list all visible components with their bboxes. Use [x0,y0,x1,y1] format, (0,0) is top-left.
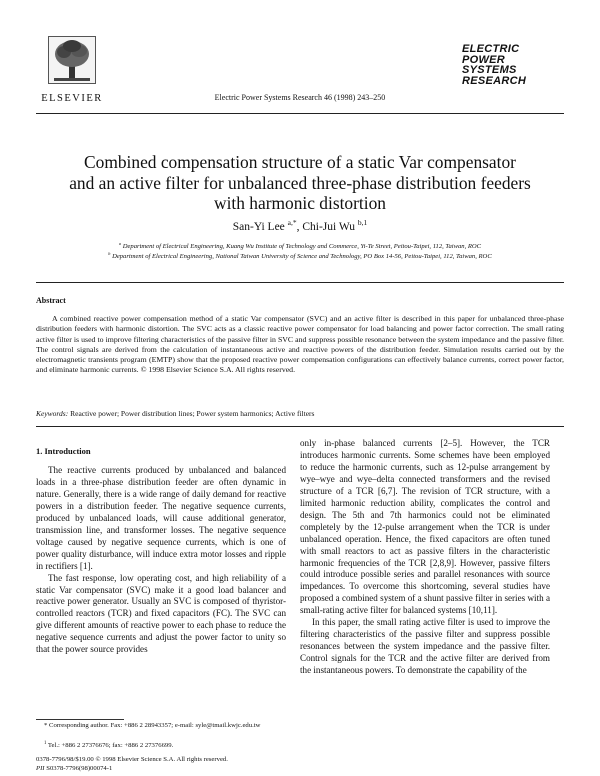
affiliation-mark: b [108,251,111,256]
journal-reference: Electric Power Systems Research 46 (1998) 243–250 [214,93,386,102]
affiliation [20,251,580,260]
author-affiliation-mark: b,1 [357,218,368,227]
journal-logo-line: POWER [462,53,506,66]
body-paragraph: The reactive currents produced by unbalanced and balanced loads in a three-phase distribution feeder are often dynamic in nature. Generally, there is a wide range of daily demand for reactive powers in a distribution feeder. The negative sequence currents, produced by unbalanced loads, will cause additional generator, transmission line, and transformer losses. The negative sequence voltage caused by negative sequence currents, which is one of power quality disturbance, will induce extra motor losses and ripple in rectifiers [1]. [36,465,286,571]
pii-label: PII [36,765,45,772]
affiliation-text: Department of Electrical Engineering, National Taiwan University of Science and Technology, PO Box 14-56, Peitou-Taipei, 112, Taiwan, ROC [112,253,492,261]
author-name: Chi-Jui Wu [302,220,356,233]
left-column [36,465,286,656]
title-line: and an active filter for unbalanced three-phase distribution feeders [69,172,531,193]
body-paragraph: In this paper, the small rating active filter is used to improve the filtering characteristics of the passive filter and suppress possible resonances between the system impedance and the passive filter. Control signals for the TCR and the active filter are derived from the instantaneous powers. To demonstrate the capability of the [300,617,550,676]
affiliation-text: Department of Electrical Engineering, Kuang Wu Institute of Technology and Commerce, Yi-Te Street, Peitou-Taipei, 112, Taiwan, ROC [122,243,482,251]
author-list [0,218,600,233]
affiliation-mark: a [118,241,122,246]
author-name: San-Yi Lee [232,220,285,233]
footnote-text: * Corresponding author. Fax: +886 2 28943357; e-mail: syle@tmail.kwjc.edu.tw [44,722,261,729]
journal-logo [462,44,540,86]
keywords-label: Keywords: [36,409,69,418]
copyright-line: 0378-7796/98/$19.00 © 1998 Elsevier Science S.A. All rights reserved. [36,756,228,763]
journal-logo-line: SYSTEMS [462,64,517,76]
abstract-bottom-rule [36,426,564,427]
journal-logo-line: ELECTRIC [462,43,520,55]
paper-title [36,152,564,214]
keywords [36,409,314,418]
abstract-top-rule [36,282,564,283]
title-line: with harmonic distortion [214,193,386,213]
affiliation [20,241,580,250]
section-heading: 1. Introduction [36,446,91,456]
abstract-heading: Abstract [36,296,66,305]
pii-line [36,765,112,772]
title-line: Combined compensation structure of a static Var compensator [84,152,516,172]
footnote-text: Tel.: +886 2 27376676; fax: +886 2 27376699. [46,742,174,750]
header-rule [36,113,564,114]
footnote-rule [36,719,124,720]
body-paragraph: only in-phase balanced currents [2–5]. However, the TCR introduces harmonic currents. Some schemes have been employed to reduce the harmonic currents, such as 12-pulse arrangement by wye–wye and wye–delta connected transformers and the revised structure of a TCR [6,7]. The revision of TCR structure, with a limited harmonic reduction ability, complicates the control and design. The 5th and 7th harmonics could not be eliminated completely by the 12-pulse arrangement when the TCR is under unbalanced operation. Hence, the fixed capacitors are often tuned with small reactors to act as passive filters in the characteristic harmonic frequencies of the TCR [2,8,9]. However, passive filters could introduce possible series and parallel resonances with source impedances. To overcome this shortcoming, several studies have proposed a combined system of a shunt passive filter in series with a small-rating active filter for balanced systems [10,11]. [300,438,550,616]
keywords-text: Reactive power; Power distribution lines; Power system harmonics; Active filters [68,409,315,418]
pii-text: S0378-7796(98)00074-1 [44,765,113,772]
elsevier-tree-icon [48,36,96,84]
footnote [36,740,286,751]
author-separator: , [296,220,303,233]
footnote-mark: 1 [44,741,47,746]
publisher-name: ELSEVIER [41,93,103,104]
right-column [300,438,550,677]
journal-logo-line: RESEARCH [462,74,527,87]
abstract-text: A combined reactive power compensation method of a static Var compensator (SVC) and an active filter is described in this paper for unbalanced three-phase distribution feeders with harmonic distortion. The SVC acts as a classic reactive power compensator for load balancing and power factor correction. The small rating active filter is used to improve filtering characteristics of the passive filter in SVC and suppress possible resonance between the system impedance and the passive filter. The control signals are derived from the calculation of instantaneous active and reactive powers of the distribution feeder. Simulation results carried out by the electromagnetic transients program (EMTP) show that the proposed reactive power compensation configurations can effectively balance currents, correct power factor, and eliminate harmonic currents. © 1998 Elsevier Science S.A. All rights reserved. [36,314,564,375]
body-paragraph: The fast response, low operating cost, and high reliability of a static Var compensator (SVC) make it a good load balancer and reactive power generator. Usually an SVC is composed of thyristor-controlled reactors (TCR) and fixed capacitors (FC). The SVC can give different amounts of reactive power to each phase to reduce the negative sequence currents and adjust the power factor to unity so that the power source provides [36,572,286,655]
footnote [36,722,286,731]
author-affiliation-mark: a,* [287,218,297,227]
